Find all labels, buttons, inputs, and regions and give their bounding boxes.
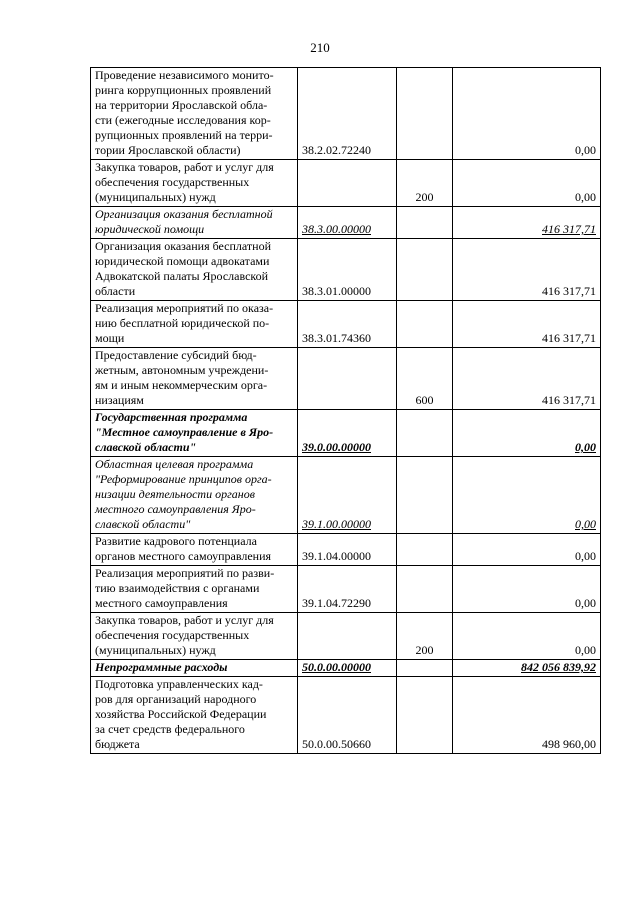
row-name-line: за счет средств федерального bbox=[95, 722, 245, 736]
row-sum-cell: 0,00 bbox=[453, 410, 601, 457]
row-expense-type-cell bbox=[397, 68, 453, 160]
row-name-line: нию бесплатной юридической по- bbox=[95, 316, 270, 330]
row-name-cell bbox=[91, 660, 298, 677]
page-number: 210 bbox=[310, 40, 330, 55]
row-code-cell: 50.0.00.50660 bbox=[298, 677, 397, 754]
row-name-line: "Реформирование принципов орга- bbox=[95, 472, 272, 486]
row-name-line: славской области" bbox=[95, 517, 191, 531]
table-row bbox=[91, 534, 601, 566]
table-row bbox=[91, 613, 601, 660]
row-expense-type-cell bbox=[397, 301, 453, 348]
row-code-cell: 39.1.00.00000 bbox=[298, 457, 397, 534]
row-name-line: Государственная программа bbox=[95, 410, 248, 424]
row-name-line: ров для организаций народного bbox=[95, 692, 257, 706]
row-name-line: Закупка товаров, работ и услуг для bbox=[95, 160, 274, 174]
row-name-line: тию взаимодействия с органами bbox=[95, 581, 260, 595]
row-name-line: Предоставление субсидий бюд- bbox=[95, 348, 257, 362]
row-expense-type-cell bbox=[397, 457, 453, 534]
row-code-cell bbox=[298, 613, 397, 660]
row-name-line: жетным, автономным учреждени- bbox=[95, 363, 269, 377]
row-name-cell bbox=[91, 207, 298, 239]
row-name-line: обеспечения государственных bbox=[95, 175, 250, 189]
row-name-line: Адвокатской палаты Ярославской bbox=[95, 269, 269, 283]
row-name-cell bbox=[91, 348, 298, 410]
row-expense-type-cell: 200 bbox=[397, 160, 453, 207]
row-name-cell bbox=[91, 239, 298, 301]
row-code-cell: 38.2.02.72240 bbox=[298, 68, 397, 160]
row-name-line: юридической помощи bbox=[95, 222, 205, 236]
row-name-line: Организация оказания бесплатной bbox=[95, 207, 273, 221]
row-name-line: Реализация мероприятий по разви- bbox=[95, 566, 275, 580]
budget-table bbox=[90, 67, 601, 754]
table-row bbox=[91, 348, 601, 410]
table-row bbox=[91, 410, 601, 457]
row-sum-cell: 0,00 bbox=[453, 160, 601, 207]
row-expense-type-cell bbox=[397, 677, 453, 754]
row-code-cell: 39.1.04.00000 bbox=[298, 534, 397, 566]
row-name-line: низациям bbox=[95, 393, 144, 407]
row-name-cell bbox=[91, 68, 298, 160]
row-expense-type-cell bbox=[397, 534, 453, 566]
table-row bbox=[91, 301, 601, 348]
row-code-cell bbox=[298, 160, 397, 207]
row-name-cell bbox=[91, 677, 298, 754]
row-expense-type-cell: 200 bbox=[397, 613, 453, 660]
row-name-line: ринга коррупционных проявлений bbox=[95, 83, 272, 97]
row-name-line: органов местного самоуправления bbox=[95, 549, 272, 563]
row-expense-type-cell bbox=[397, 566, 453, 613]
row-name-line: сти (ежегодные исследования кор- bbox=[95, 113, 271, 127]
row-name-cell bbox=[91, 534, 298, 566]
row-name-line: местного самоуправления Яро- bbox=[95, 502, 256, 516]
table-row bbox=[91, 160, 601, 207]
row-name-line: низации деятельности органов bbox=[95, 487, 255, 501]
row-expense-type-cell: 600 bbox=[397, 348, 453, 410]
row-name-line: Реализация мероприятий по оказа- bbox=[95, 301, 274, 315]
row-name-line: местного самоуправления bbox=[95, 596, 228, 610]
row-sum-cell: 498 960,00 bbox=[453, 677, 601, 754]
row-code-cell: 38.3.00.00000 bbox=[298, 207, 397, 239]
row-expense-type-cell bbox=[397, 660, 453, 677]
row-sum-cell: 416 317,71 bbox=[453, 301, 601, 348]
table-row bbox=[91, 457, 601, 534]
row-code-cell: 38.3.01.00000 bbox=[298, 239, 397, 301]
table-row bbox=[91, 68, 601, 160]
table-row bbox=[91, 207, 601, 239]
table-row bbox=[91, 566, 601, 613]
row-name-line: тории Ярославской области) bbox=[95, 143, 241, 157]
row-name-cell bbox=[91, 457, 298, 534]
row-code-cell bbox=[298, 348, 397, 410]
row-name-line: на территории Ярославской обла- bbox=[95, 98, 268, 112]
row-name-line: бюджета bbox=[95, 737, 140, 751]
row-name-line: хозяйства Российской Федерации bbox=[95, 707, 267, 721]
table-row bbox=[91, 239, 601, 301]
row-name-line: обеспечения государственных bbox=[95, 628, 250, 642]
row-name-line: Областная целевая программа bbox=[95, 457, 254, 471]
row-sum-cell: 0,00 bbox=[453, 534, 601, 566]
row-expense-type-cell bbox=[397, 410, 453, 457]
row-name-line: Непрограммные расходы bbox=[95, 660, 228, 674]
row-sum-cell: 416 317,71 bbox=[453, 348, 601, 410]
row-name-line: славской области" bbox=[95, 440, 197, 454]
row-sum-cell: 0,00 bbox=[453, 68, 601, 160]
budget-table-body bbox=[91, 68, 601, 754]
row-name-line: "Местное самоуправление в Яро- bbox=[95, 425, 274, 439]
table-row bbox=[91, 677, 601, 754]
row-name-line: Закупка товаров, работ и услуг для bbox=[95, 613, 274, 627]
row-sum-cell: 0,00 bbox=[453, 566, 601, 613]
row-name-line: области bbox=[95, 284, 136, 298]
row-name-line: Подготовка управленческих кад- bbox=[95, 677, 263, 691]
row-name-cell bbox=[91, 160, 298, 207]
row-sum-cell: 0,00 bbox=[453, 457, 601, 534]
row-expense-type-cell bbox=[397, 239, 453, 301]
row-name-line: мощи bbox=[95, 331, 125, 345]
row-sum-cell: 416 317,71 bbox=[453, 239, 601, 301]
table-row bbox=[91, 660, 601, 677]
row-code-cell: 39.1.04.72290 bbox=[298, 566, 397, 613]
row-name-line: юридической помощи адвокатами bbox=[95, 254, 270, 268]
row-name-line: (муниципальных) нужд bbox=[95, 190, 216, 204]
row-code-cell: 38.3.01.74360 bbox=[298, 301, 397, 348]
row-sum-cell: 416 317,71 bbox=[453, 207, 601, 239]
row-name-line: (муниципальных) нужд bbox=[95, 643, 216, 657]
row-name-line: Проведение независимого монито- bbox=[95, 68, 274, 82]
row-name-line: рупционных проявлений на терри- bbox=[95, 128, 273, 142]
row-name-cell bbox=[91, 410, 298, 457]
row-name-cell bbox=[91, 301, 298, 348]
row-expense-type-cell bbox=[397, 207, 453, 239]
row-name-line: Развитие кадрового потенциала bbox=[95, 534, 257, 548]
row-name-cell bbox=[91, 613, 298, 660]
row-sum-cell: 0,00 bbox=[453, 613, 601, 660]
row-name-cell bbox=[91, 566, 298, 613]
row-name-line: ям и иным некоммерческим орга- bbox=[95, 378, 268, 392]
row-name-line: Организация оказания бесплатной bbox=[95, 239, 272, 253]
row-code-cell: 39.0.00.00000 bbox=[298, 410, 397, 457]
row-sum-cell: 842 056 839,92 bbox=[453, 660, 601, 677]
row-code-cell: 50.0.00.00000 bbox=[298, 660, 397, 677]
